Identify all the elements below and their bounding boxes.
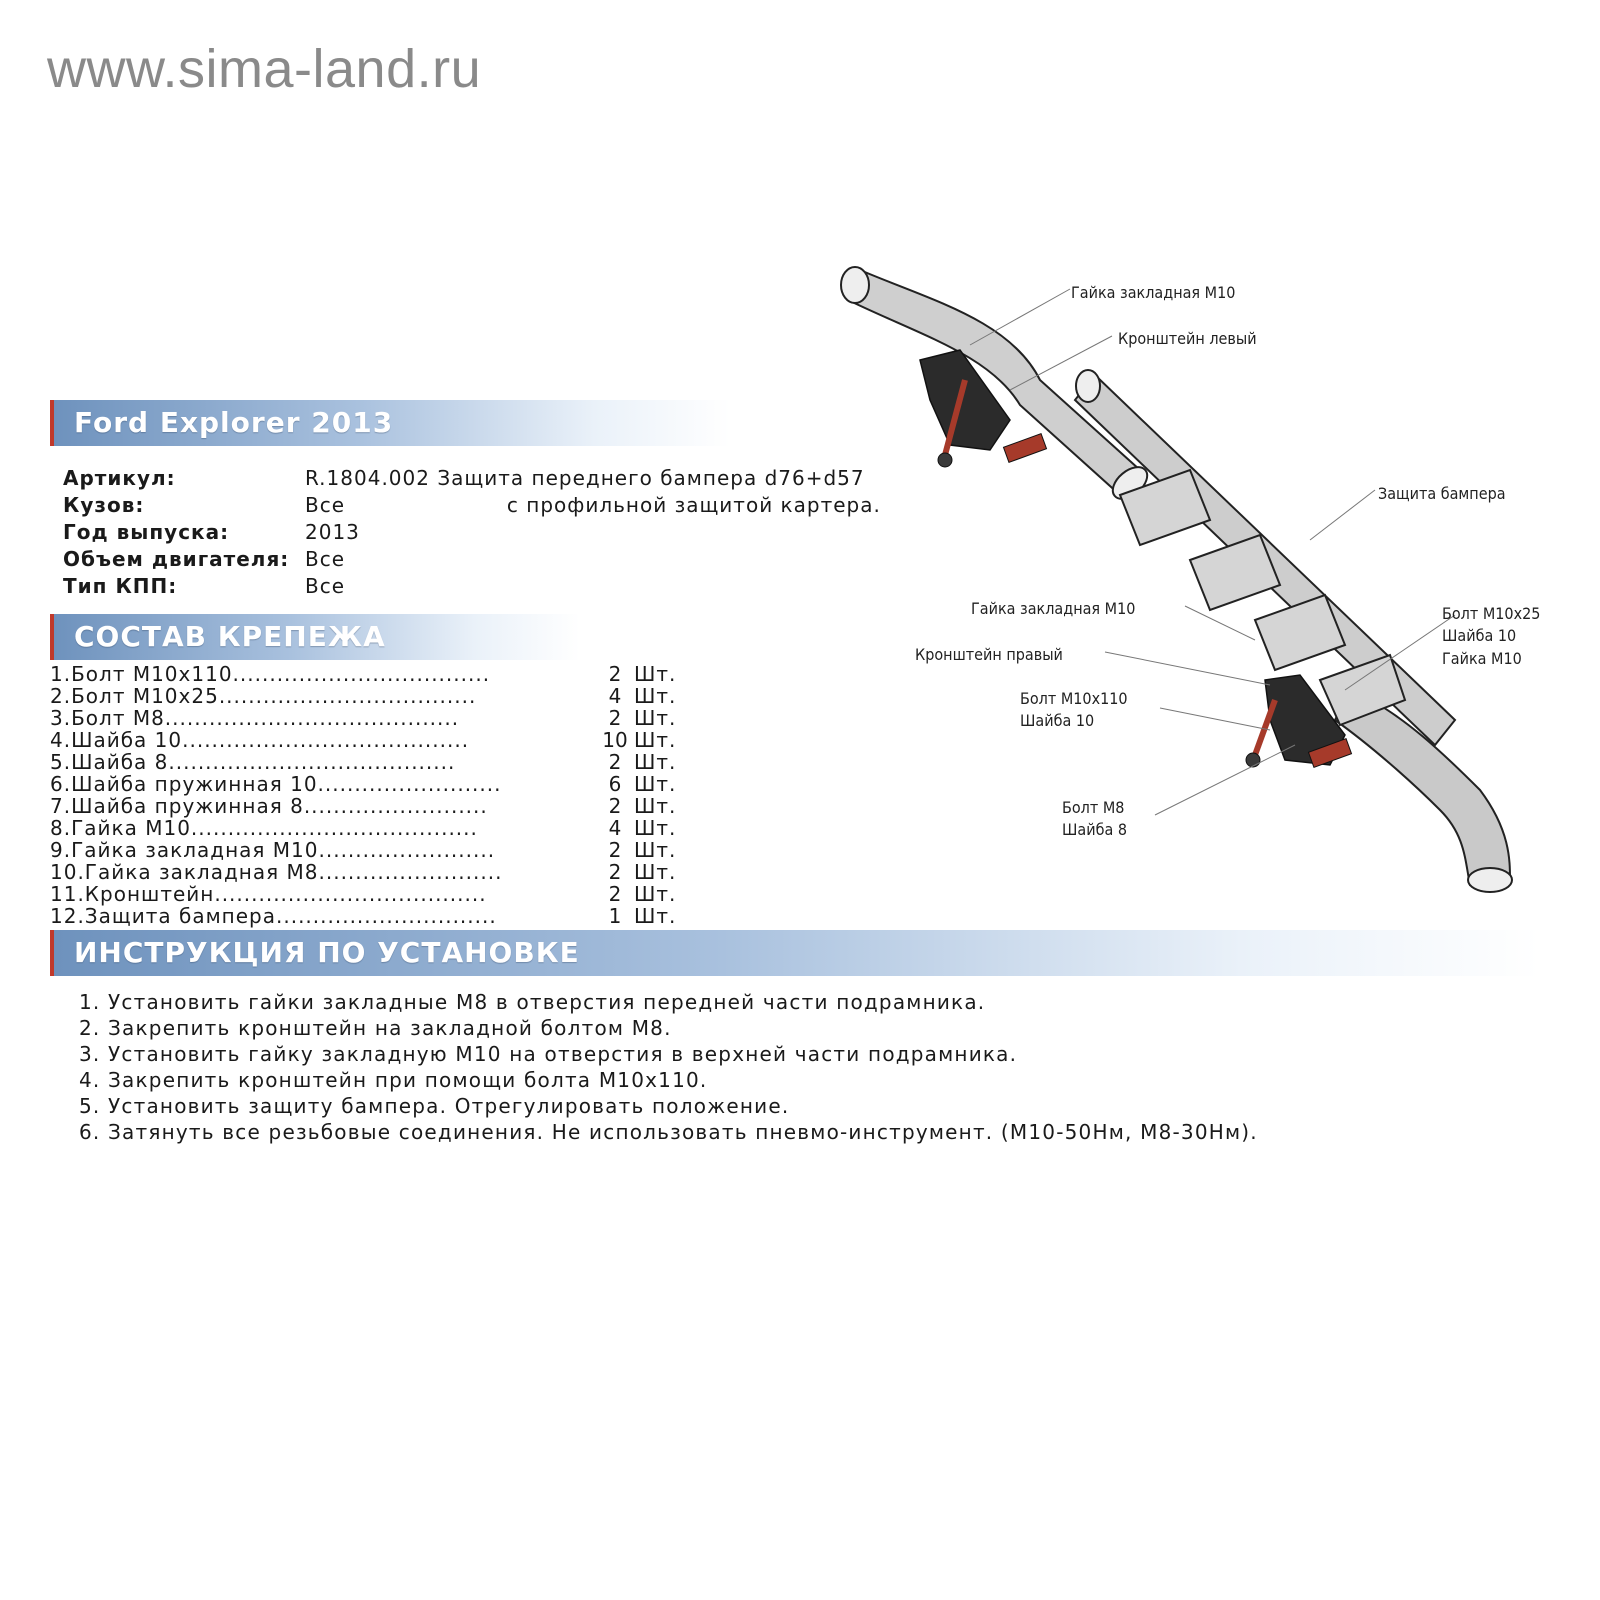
part-unit: Шт. (634, 684, 677, 708)
part-name: 4.Шайба 10....................................... (50, 728, 470, 752)
part-unit: Шт. (634, 750, 677, 774)
callout-nut-m10-mid: Гайка закладная М10 (971, 599, 1136, 618)
part-qty: 2 (608, 750, 622, 774)
spec-value: R.1804.002 Защита переднего бампера d76+d57 (305, 466, 865, 490)
part-unit: Шт. (634, 794, 677, 818)
callout-bracket-right: Кронштейн правый (915, 645, 1063, 664)
part-name: 3.Болт М8........................................ (50, 706, 460, 730)
tube-end (1468, 868, 1512, 892)
spec-label: Год выпуска: (63, 520, 230, 544)
part-unit: Шт. (634, 728, 677, 752)
tube-end (841, 267, 869, 303)
install-step: 3. Установить гайку закладную М10 на отверстия в верхней части подрамника. (79, 1042, 1018, 1066)
spec-label: Объем двигателя: (63, 547, 290, 571)
part-qty: 2 (608, 882, 622, 906)
callout-bracket-left: Кронштейн левый (1118, 329, 1257, 348)
part-qty: 2 (608, 662, 622, 686)
part-qty: 6 (608, 772, 622, 796)
parts-title: СОСТАВ КРЕПЕЖА (74, 620, 386, 653)
nut-right (1246, 753, 1260, 767)
part-qty: 2 (608, 706, 622, 730)
spec-value: Все с профильной защитой картера. (305, 493, 881, 517)
install-step: 6. Затянуть все резьбовые соединения. Не использовать пневмо-инструмент. (М10-50Нм, М8-30Нм). (79, 1120, 1258, 1144)
part-unit: Шт. (634, 706, 677, 730)
part-unit: Шт. (634, 860, 677, 884)
part-name: 10.Гайка закладная М8......................... (50, 860, 503, 884)
part-name: 1.Болт М10х110................................... (50, 662, 491, 686)
site-url[interactable]: www.sima-land.ru (47, 39, 482, 99)
callout-bolt-m10x110: Болт М10х110 (1020, 689, 1128, 708)
callout-washer-10: Шайба 10 (1442, 626, 1517, 645)
bolts-left (1003, 434, 1046, 463)
spec-label: Кузов: (63, 493, 145, 517)
nut-left (938, 453, 952, 467)
part-name: 11.Кронштейн..................................... (50, 882, 487, 906)
part-unit: Шт. (634, 882, 677, 906)
part-qty: 4 (608, 684, 622, 708)
callout-bolt-m8: Болт М8 (1062, 798, 1125, 817)
install-step: 4. Закрепить кронштейн при помощи болта М10х110. (79, 1068, 708, 1092)
spec-value: Все (305, 547, 346, 571)
callout-bolt-m10x25: Болт М10х25 (1442, 604, 1541, 623)
part-name: 5.Шайба 8....................................... (50, 750, 456, 774)
part-name: 8.Гайка М10....................................... (50, 816, 478, 840)
tube-end (1076, 370, 1100, 402)
part-name: 7.Шайба пружинная 8......................... (50, 794, 488, 818)
spec-label: Артикул: (63, 466, 176, 490)
part-qty: 4 (608, 816, 622, 840)
part-name: 12.Защита бампера.............................. (50, 904, 497, 928)
callout-nut-m10: Гайка М10 (1442, 649, 1522, 668)
part-qty: 1 (608, 904, 622, 928)
vehicle-title: Ford Explorer 2013 (74, 406, 394, 439)
callout-washer-8: Шайба 8 (1062, 820, 1127, 839)
callout-washer-10-b: Шайба 10 (1020, 711, 1095, 730)
part-unit: Шт. (634, 662, 677, 686)
callout-bumper-guard: Защита бампера (1378, 484, 1506, 503)
install-step: 5. Установить защиту бампера. Отрегулировать положение. (79, 1094, 790, 1118)
install-title: ИНСТРУКЦИЯ ПО УСТАНОВКЕ (74, 936, 580, 969)
spec-value: 2013 (305, 520, 360, 544)
part-qty: 2 (608, 838, 622, 862)
part-name: 9.Гайка закладная М10........................ (50, 838, 496, 862)
callout-nut-m10-top: Гайка закладная М10 (1071, 283, 1236, 302)
part-name: 6.Шайба пружинная 10......................... (50, 772, 502, 796)
spec-value: Все (305, 574, 346, 598)
part-qty: 10 (602, 728, 628, 752)
part-unit: Шт. (634, 838, 677, 862)
part-unit: Шт. (634, 772, 677, 796)
part-unit: Шт. (634, 904, 677, 928)
install-step: 1. Установить гайки закладные М8 в отверстия передней части подрамника. (79, 990, 986, 1014)
part-qty: 2 (608, 794, 622, 818)
part-name: 2.Болт М10х25................................... (50, 684, 477, 708)
part-unit: Шт. (634, 816, 677, 840)
install-step: 2. Закрепить кронштейн на закладной болтом М8. (79, 1016, 672, 1040)
part-qty: 2 (608, 860, 622, 884)
spec-label: Тип КПП: (63, 574, 178, 598)
